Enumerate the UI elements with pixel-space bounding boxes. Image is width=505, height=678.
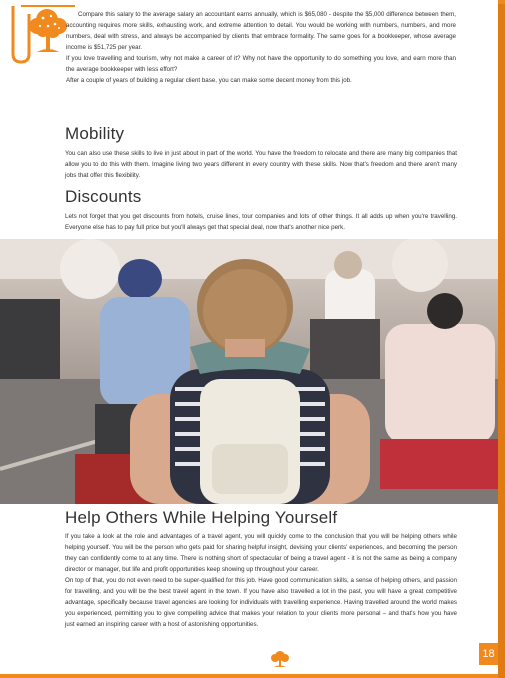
help-paragraph-2: On top of that, you do not even need to be super-qualified for this job. Have good communication skills, a sense of helping others, and passion for travelling, and you will be the best travel agent in the town. If you have also travelled a lot in the past, you will have a great competitive advantage, specifically because travel agencies are looking for individuals with travelling experience. Having travelled around the world makes you experienced, permitting you to give compelling advice that makes your relation to your clients more personal – and that's how you have just earned an inspiring career with a host of astonishing opportunities. — [65, 577, 457, 628]
discounts-heading: Discounts — [65, 187, 142, 206]
intro-paragraph-1: Compare this salary to the average salary an accountant earns annually, which is $65,080 - despite the $5,000 difference between them, accounting requires more skills, exhausting work, and extreme attention to detail. You would be working with numbers, numbers, and more numbers, deal with stress, and always be accompanied by clients that embrace formality. The same goes for a bookkeeper, whose average income is $51,725 per year. — [66, 11, 456, 51]
intro-paragraph-3: After a couple of years of building a regular client base, you can make some decent money from this job. — [66, 77, 352, 84]
intro-paragraph-2: If you love travelling and tourism, why not make a career of it? Why not have the opportunity to do something you love, and earn more than the average bookkeeper with less effort? — [66, 55, 456, 73]
street-photo — [0, 239, 498, 504]
mobility-text: You can also use these skills to live in just about in part of the world. You have the freedom to relocate and there are many big companies that allow you to do this with them. Imagine living two years different in every country with these skills. Now that's freedom and there aren't many jobs that offer this flexibility. — [65, 150, 457, 179]
tree-icon — [268, 650, 292, 668]
help-text — [65, 531, 457, 630]
page-number: 18 — [479, 643, 498, 665]
discounts-text: Lets not forget that you get discounts from hotels, cruise lines, tour companies and lots of other things. It all adds up when you're travelling. Everyone else has to pay full price but you'll always get that special deal, now that's another nice perk. — [65, 213, 457, 231]
help-heading: Help Others While Helping Yourself — [65, 508, 338, 527]
mobility-heading: Mobility — [65, 124, 125, 143]
intro-text — [66, 9, 456, 86]
help-paragraph-1: If you take a look at the role and advantages of a travel agent, you will quickly come to the conclusion that you will be helping others while helping yourself. You will be the person who gets paid for sharing helpful insight, devising your clients' experiences, and becoming the person they can confidently come to at any time. There is nothing short of spectacular of being a travel agent - it is not the same as being a company director or manager, but life and profit opportunities keep showing up throughout your career. — [65, 533, 457, 573]
page-edge-shadow — [498, 4, 505, 678]
